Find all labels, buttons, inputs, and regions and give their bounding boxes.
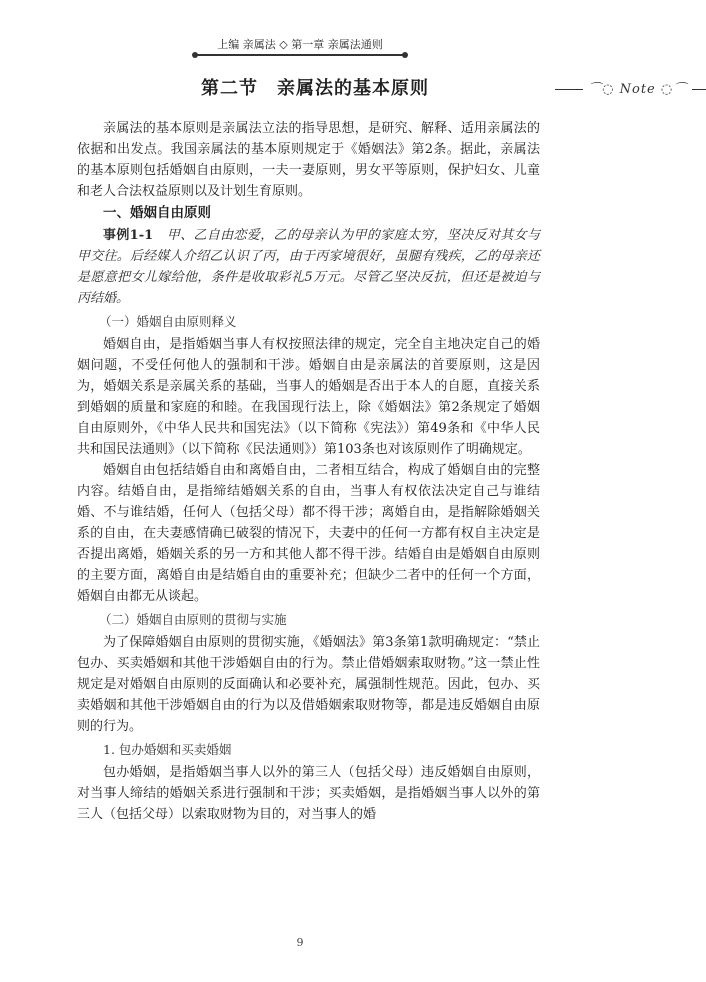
note-ornament-right: ◌⌒	[660, 82, 688, 97]
running-header	[196, 38, 404, 56]
case-label: 事例1-1	[103, 228, 154, 243]
section-title: 第二节 亲属法的基本原则	[201, 78, 429, 99]
header-rule	[196, 54, 404, 56]
case-text: 甲、乙自由恋爱，乙的母亲认为甲的家庭太穷，坚决反对其女与甲交往。后经媒人介绍乙认识了丙，由于丙家境很好，虽腿有残疾，乙的母亲还是愿意把女儿嫁给他，条件是收取彩礼5万元。尽管乙坚决反抗，但还是被迫与丙结婚。	[77, 228, 540, 306]
heading-marriage-freedom: 一、婚姻自由原则	[103, 205, 211, 221]
note-label: Note	[619, 82, 656, 97]
subheading-implementation: （二）婚姻自由原则的贯彻与实施	[99, 612, 287, 627]
page-number: 9	[296, 936, 304, 949]
paragraph-definition: 婚姻自由，是指婚姻当事人有权按照法律的规定，完全自主地决定自己的婚姻问题，不受任何他人的强制和干涉。婚姻自由是亲属法的首要原则，这是因为，婚姻关系是亲属关系的基础，当事人的婚姻是否出于本人的自愿，直接关系到婚姻的质量和家庭的和睦。在我国现行法上，除《婚姻法》第2条规定了婚姻自由原则外，《中华人民共和国宪法》（以下简称《宪法》）第49条和《中华人民共和国民法通则》（以下简称《民法通则》）第103条也对该原则作了明确规定。	[77, 337, 540, 457]
paragraph-prohibition: 为了保障婚姻自由原则的贯彻实施，《婚姻法》第3条第1款明确规定：“禁止包办、买卖婚姻和其他干涉婚姻自由的行为。禁止借婚姻索取财物。”这一禁止性规定是对婚姻自由原则的反面确认和必要补充，属强制性规范。因此，包办、买卖婚姻和其他干涉婚姻自由的行为以及借婚姻索取财物等，都是违反婚姻自由原则的行为。	[77, 635, 540, 734]
note-ornament-left: ⌒◌	[588, 82, 615, 97]
paragraph-scope: 婚姻自由包括结婚自由和离婚自由，二者相互结合，构成了婚姻自由的完整内容。结婚自由，是指缔结婚姻关系的自由，当事人有权依法决定自己与谁结婚、不与谁结婚，任何人（包括父母）都不得干涉；离婚自由，是指解除婚姻关系的自由，在夫妻感情确已破裂的情况下，夫妻中的任何一方都有权自主决定是否提出离婚，婚姻关系的另一方和其他人都不得干涉。结婚自由是婚姻自由原则的主要方面，离婚自由是结婚自由的重要补充；但缺少二者中的任何一个方面，婚姻自由都无从谈起。	[77, 463, 540, 604]
subheading-arranged-marriage: 1. 包办婚姻和买卖婚姻	[103, 742, 232, 757]
paragraph-arranged-marriage: 包办婚姻，是指婚姻当事人以外的第三人（包括父母）违反婚姻自由原则，对当事人缔结的婚姻关系进行强制和干涉；买卖婚姻，是指婚姻当事人以外的第三人（包括父母）以索取财物为目的，对当事人的婚	[77, 765, 540, 822]
case-example	[77, 225, 540, 309]
note-margin-mark	[555, 78, 705, 97]
body-text	[77, 118, 540, 825]
intro-paragraph: 亲属法的基本原则是亲属法立法的指导思想，是研究、解释、适用亲属法的依据和出发点。我国亲属法的基本原则规定于《婚姻法》第2条。据此，亲属法的基本原则包括婚姻自由原则，一夫一妻原则，男女平等原则，保护妇女、儿童和老人合法权益原则以及计划生育原则。	[77, 121, 540, 199]
note-line-left	[555, 89, 583, 90]
running-title: 上编 亲属法 ◇ 第一章 亲属法通则	[217, 38, 383, 51]
note-line-right	[692, 89, 706, 90]
subheading-interpretation: （一）婚姻自由原则释义	[99, 314, 237, 329]
